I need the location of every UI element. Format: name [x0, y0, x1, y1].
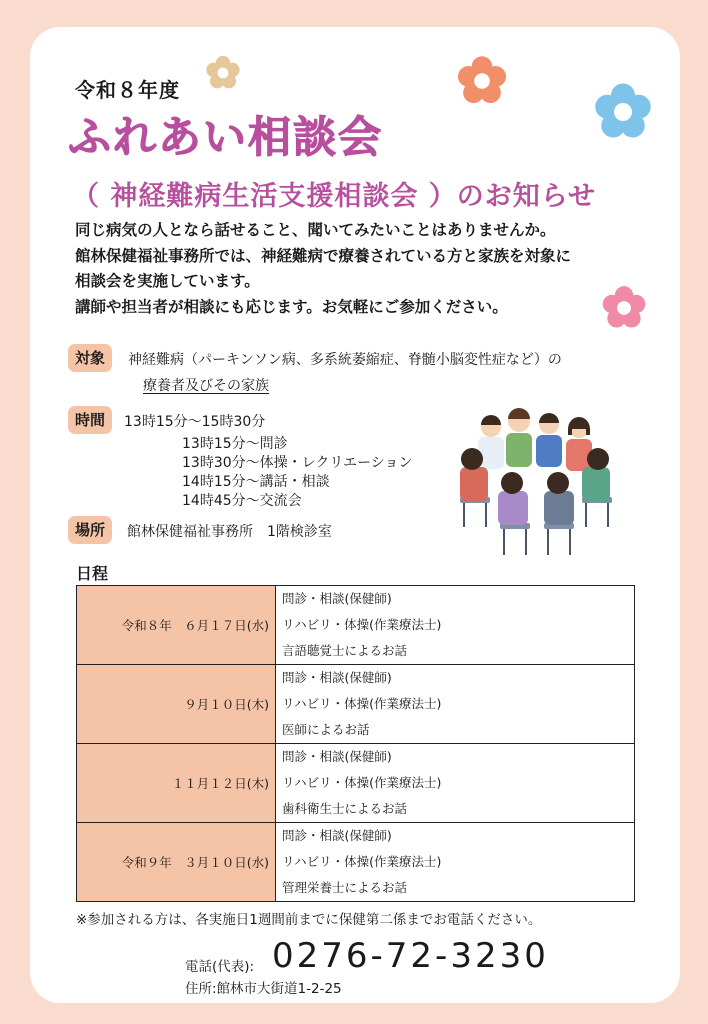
table-row: [77, 586, 635, 665]
schedule-topics: [276, 665, 635, 744]
group-meeting-illustration: [452, 405, 627, 560]
intro-text: [75, 218, 571, 320]
topic-item: 問診・相談(保健師): [282, 591, 392, 606]
schedule-date: 令和９年 ３月１０日(水): [77, 823, 276, 902]
table-row: [77, 823, 635, 902]
target-audience: 療養者及びその家族: [143, 378, 269, 394]
orange-flower-icon: [456, 55, 508, 107]
target-text: 神経難病（パーキンソン病、多系統萎縮症、脊髄小脳変性症など）の: [128, 352, 562, 368]
intro-line: 同じ病気の人となら話せること、聞いてみたいことはありませんか。: [75, 221, 556, 239]
beige-flower-icon: [205, 55, 241, 91]
topic-item: 問診・相談(保健師): [282, 749, 392, 764]
place-label: 場所: [68, 516, 112, 544]
fiscal-year: 令和８年度: [75, 78, 180, 102]
table-row: [77, 744, 635, 823]
intro-line: 相談会を実施しています。: [75, 272, 260, 290]
topic-item: 管理栄養士によるお話: [282, 880, 408, 895]
schedule-topics: [276, 586, 635, 665]
topic-item: 問診・相談(保健師): [282, 670, 392, 685]
schedule-date: １１月１２日(木): [77, 744, 276, 823]
topic-item: 歯科衛生士によるお話: [282, 801, 408, 816]
topic-item: リハビリ・体操(作業療法士): [282, 775, 442, 790]
phone-number: 0276-72-3230: [272, 936, 549, 976]
time-label: 時間: [68, 406, 112, 434]
blue-flower-icon: [593, 82, 653, 142]
pink-flower-icon: [601, 285, 647, 331]
topic-item: リハビリ・体操(作業療法士): [282, 854, 442, 869]
time-item: 14時45分～交流会: [182, 493, 302, 509]
registration-note: ※参加される方は、各実施日1週間前までに保健第二係までお電話ください。: [76, 912, 542, 928]
topic-item: 問診・相談(保健師): [282, 828, 392, 843]
schedule-topics: [276, 823, 635, 902]
time-item: 13時15分～問診: [182, 436, 288, 452]
topic-item: 言語聴覚士によるお話: [282, 643, 408, 658]
topic-item: リハビリ・体操(作業療法士): [282, 696, 442, 711]
topic-item: 医師によるお話: [282, 722, 370, 737]
schedule-topics: [276, 744, 635, 823]
schedule-label: 日程: [76, 564, 109, 583]
page-title: ふれあい相談会: [68, 113, 383, 163]
time-range: 13時15分～15時30分: [124, 414, 266, 430]
address: 住所:館林市大街道1-2-25: [185, 981, 342, 997]
phone-label: 電話(代表):: [185, 959, 255, 975]
schedule-table: [76, 585, 635, 902]
schedule-date: ９月１０日(木): [77, 665, 276, 744]
table-row: [77, 665, 635, 744]
schedule-date: 令和８年 ６月１７日(水): [77, 586, 276, 665]
time-item: 13時30分～体操・レクリエーション: [182, 455, 413, 471]
target-label: 対象: [68, 344, 112, 372]
page-subtitle: （ 神経難病生活支援相談会 ）のお知らせ: [72, 181, 596, 212]
topic-item: リハビリ・体操(作業療法士): [282, 617, 442, 632]
intro-line: 館林保健福祉事務所では、神経難病で療養されている方と家族を対象に: [75, 246, 572, 265]
time-item: 14時15分～講話・相談: [182, 474, 330, 490]
place-text: 館林保健福祉事務所 1階検診室: [127, 524, 332, 540]
intro-line: 講師や担当者が相談にも応じます。お気軽にご参加ください。: [75, 297, 508, 316]
